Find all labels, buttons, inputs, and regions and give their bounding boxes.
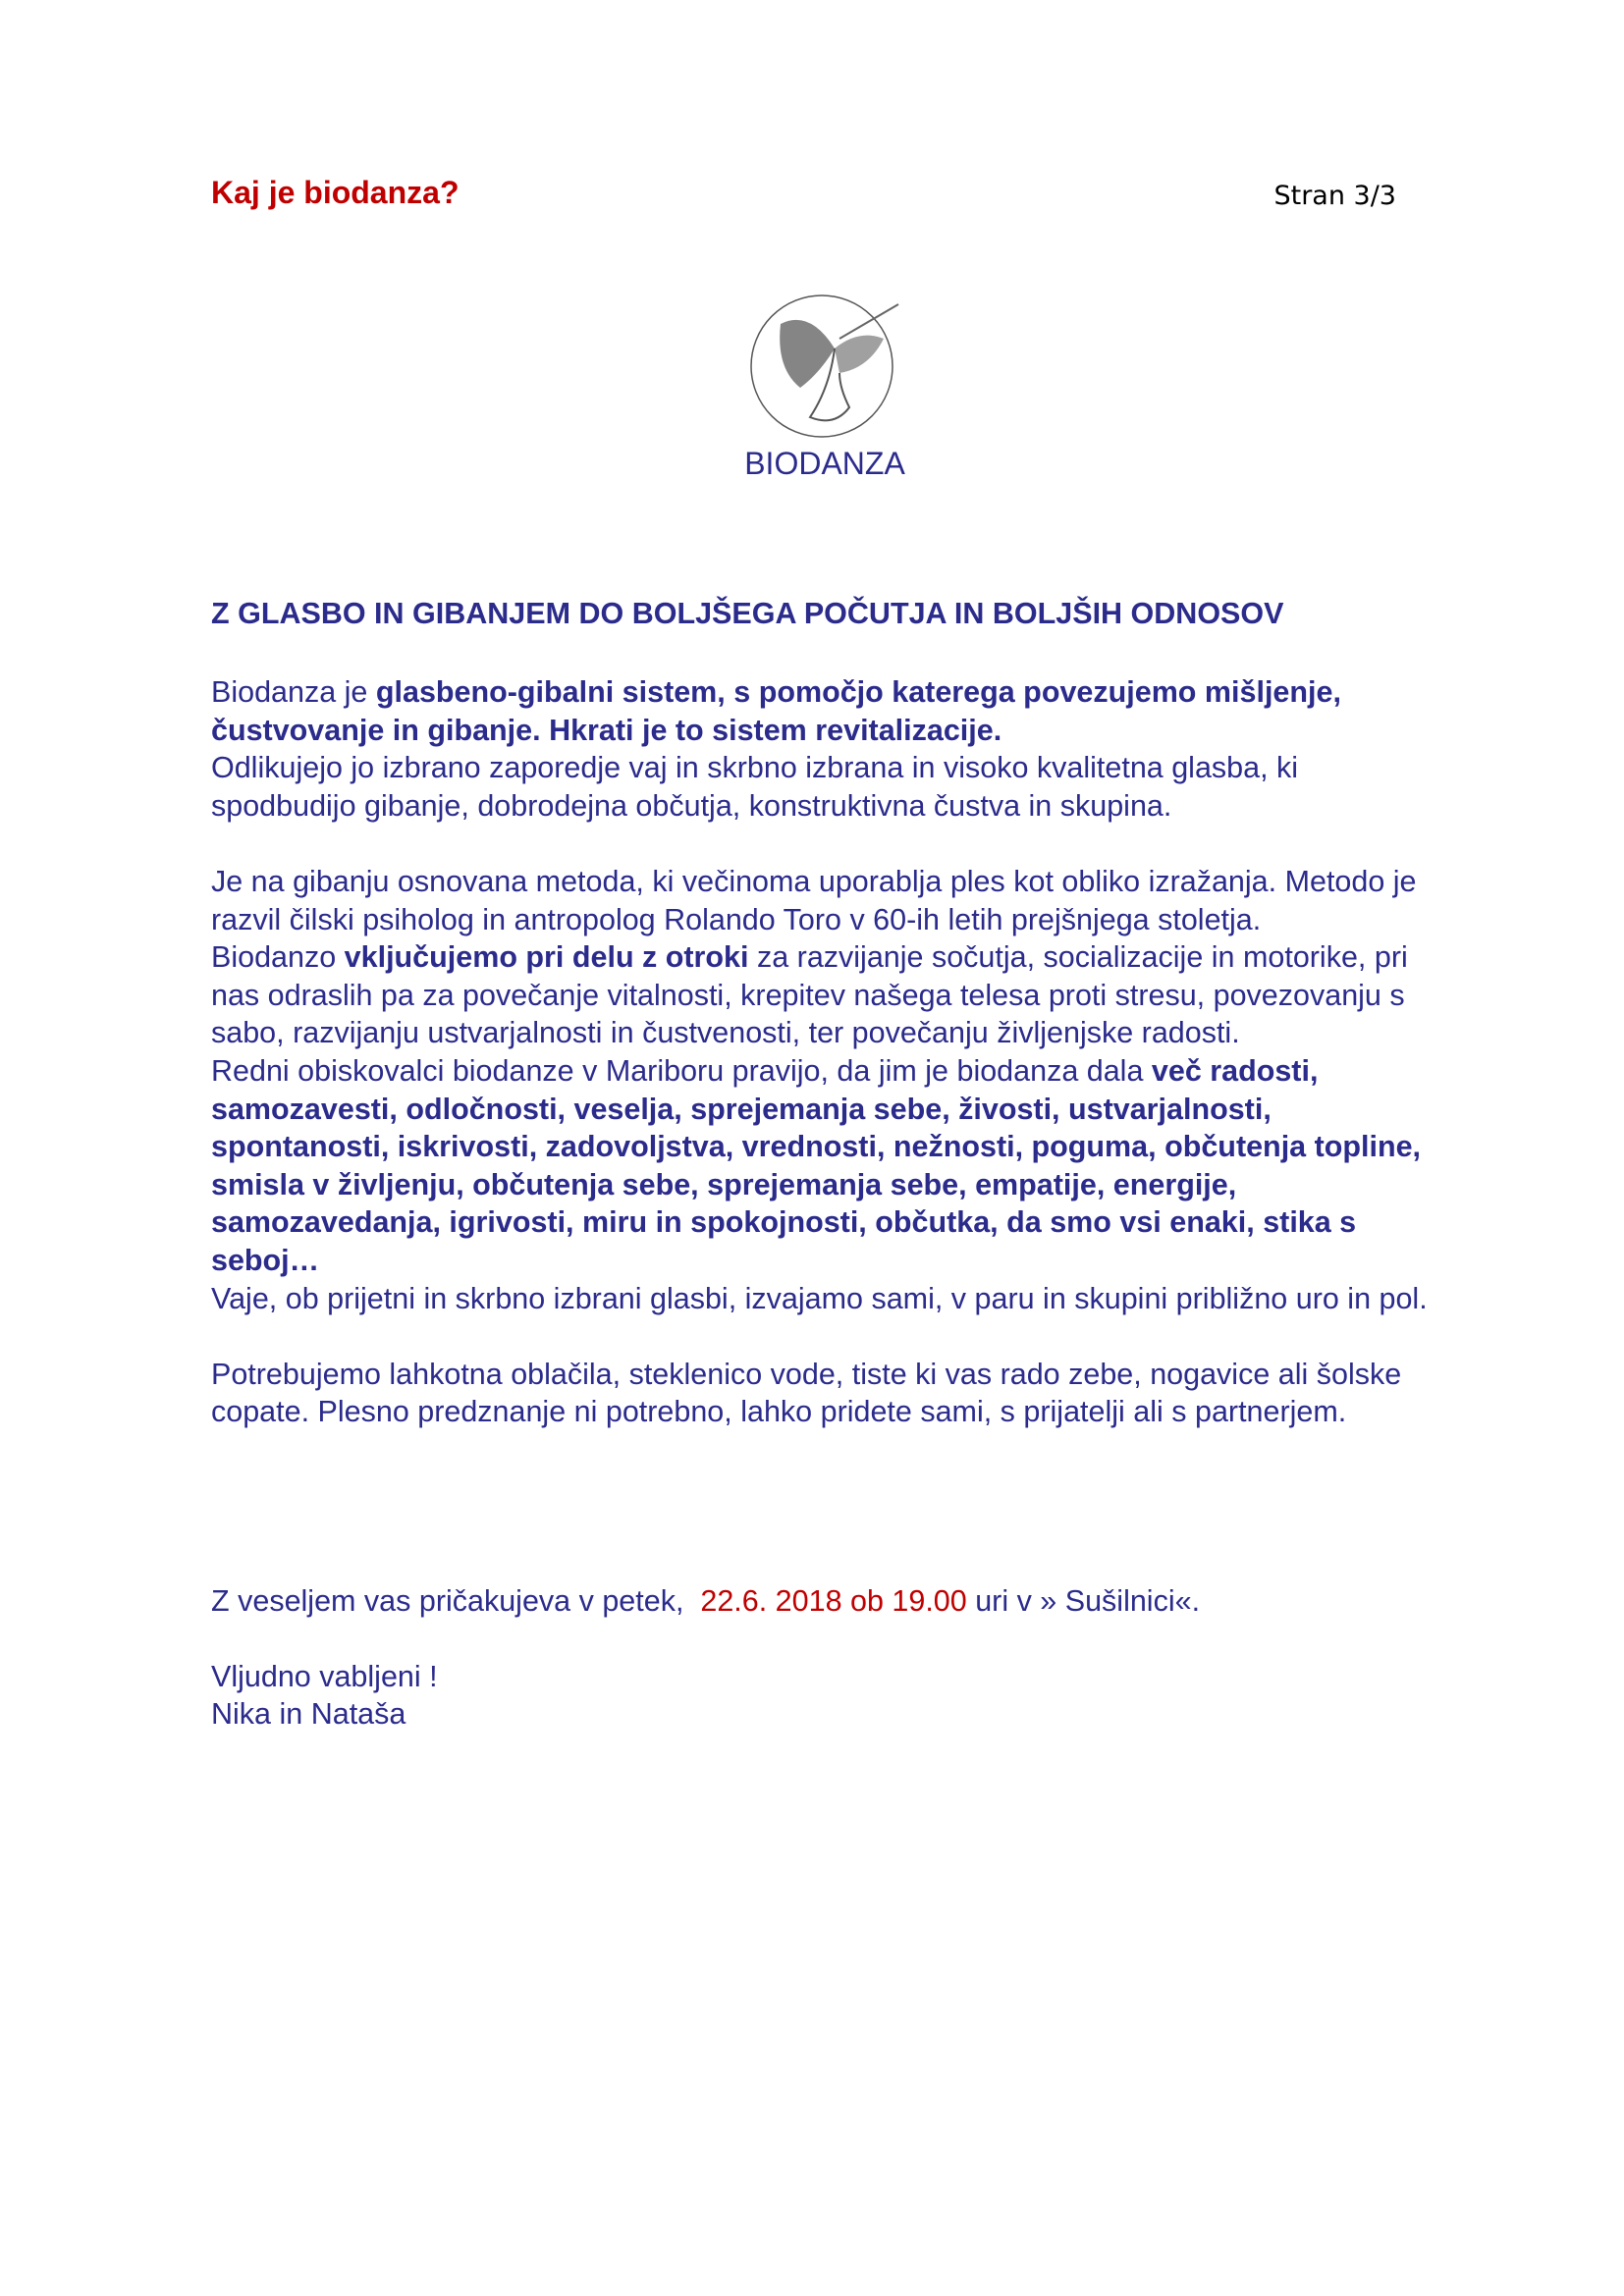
method-paragraph: Je na gibanju osnovana metoda, ki večinoma uporablja ples kot obliko izražanja. Metodo je razvil čilski psiholog in antropolog Rolando Toro v 60-ih letih prejšnjega stoletja. [211, 864, 1417, 936]
text: Z veseljem vas pričakujeva v petek, [211, 1583, 701, 1618]
exercises-paragraph: Vaje, ob prijetni in skrbno izbrani glasbi, izvajamo sami, v paru in skupini približno uro in pol. [211, 1281, 1428, 1315]
document-title: Kaj je biodanza? [211, 175, 460, 210]
visitors-paragraph [211, 1052, 1438, 1280]
intro-paragraph [211, 673, 1438, 825]
signature: Nika in Nataša [211, 1697, 406, 1732]
text: uri v » Sušilnici«. [966, 1583, 1201, 1618]
requirements-paragraph: Potrebujemo lahkotna oblačila, steklenico vode, tiste ki vas rado zebe, nogavice ali šolske copate. Plesno predznanje ni potrebno, lahko pridete sami, s prijatelji ali s partnerjem. [211, 1357, 1402, 1429]
logo-label: BIODANZA [744, 446, 905, 481]
kids-paragraph [211, 938, 1438, 1052]
bold-text: glasbeno-gibalni sistem, s pomočjo katerega povezujemo mišljenje, čustvovanje in gibanje. Hkrati je to sistem revitalizacije. [211, 675, 1341, 747]
bold-text: vključujemo pri delu z otroki [344, 940, 749, 975]
text: za razvijanje sočutja, socializacije in motorike, pri nas odraslih pa za povečanje vitalnosti, krepitev našega telesa proti stresu, povezovanju s sabo, razvijanju ustvarjalnosti in čustvenosti, ter povečanju življenjske radosti. [211, 940, 1408, 1050]
section-heading: Z GLASBO IN GIBANJEM DO BOLJŠEGA POČUTJA IN BOLJŠIH ODNOSOV [211, 597, 1284, 630]
page-number: Stran 3/3 [1273, 181, 1396, 211]
body-text [211, 673, 1438, 1734]
text: Biodanzo [211, 940, 345, 975]
text: Biodanza je [211, 675, 376, 709]
invitation-line [211, 1582, 1438, 1621]
event-date: 22.6. 2018 ob 19.00 [700, 1583, 967, 1618]
biodanza-logo [741, 280, 908, 447]
bold-text: več radosti, samozavesti, odločnosti, veselja, sprejemanja sebe, živosti, ustvarjalnosti, spontanosti, iskrivosti, zadovoljstva, vrednosti, nežnosti, poguma, občutenja topline, smisla v življenju, občutenja sebe, sprejemanja sebe, empatije, energije, samozavedanja, igrivosti, miru in spokojnosti, občutka, da smo vsi enaki, stika s seboj… [211, 1053, 1422, 1277]
text: Odlikujejo jo izbrano zaporedje vaj in skrbno izbrana in visoko kvalitetna glasba, ki spodbudijo gibanje, dobrodejna občutja, konstruktivna čustva in skupina. [211, 751, 1299, 823]
text: Redni obiskovalci biodanze v Mariboru pravijo, da jim je biodanza dala [211, 1053, 1152, 1088]
greeting: Vljudno vabljeni ! [211, 1659, 438, 1693]
